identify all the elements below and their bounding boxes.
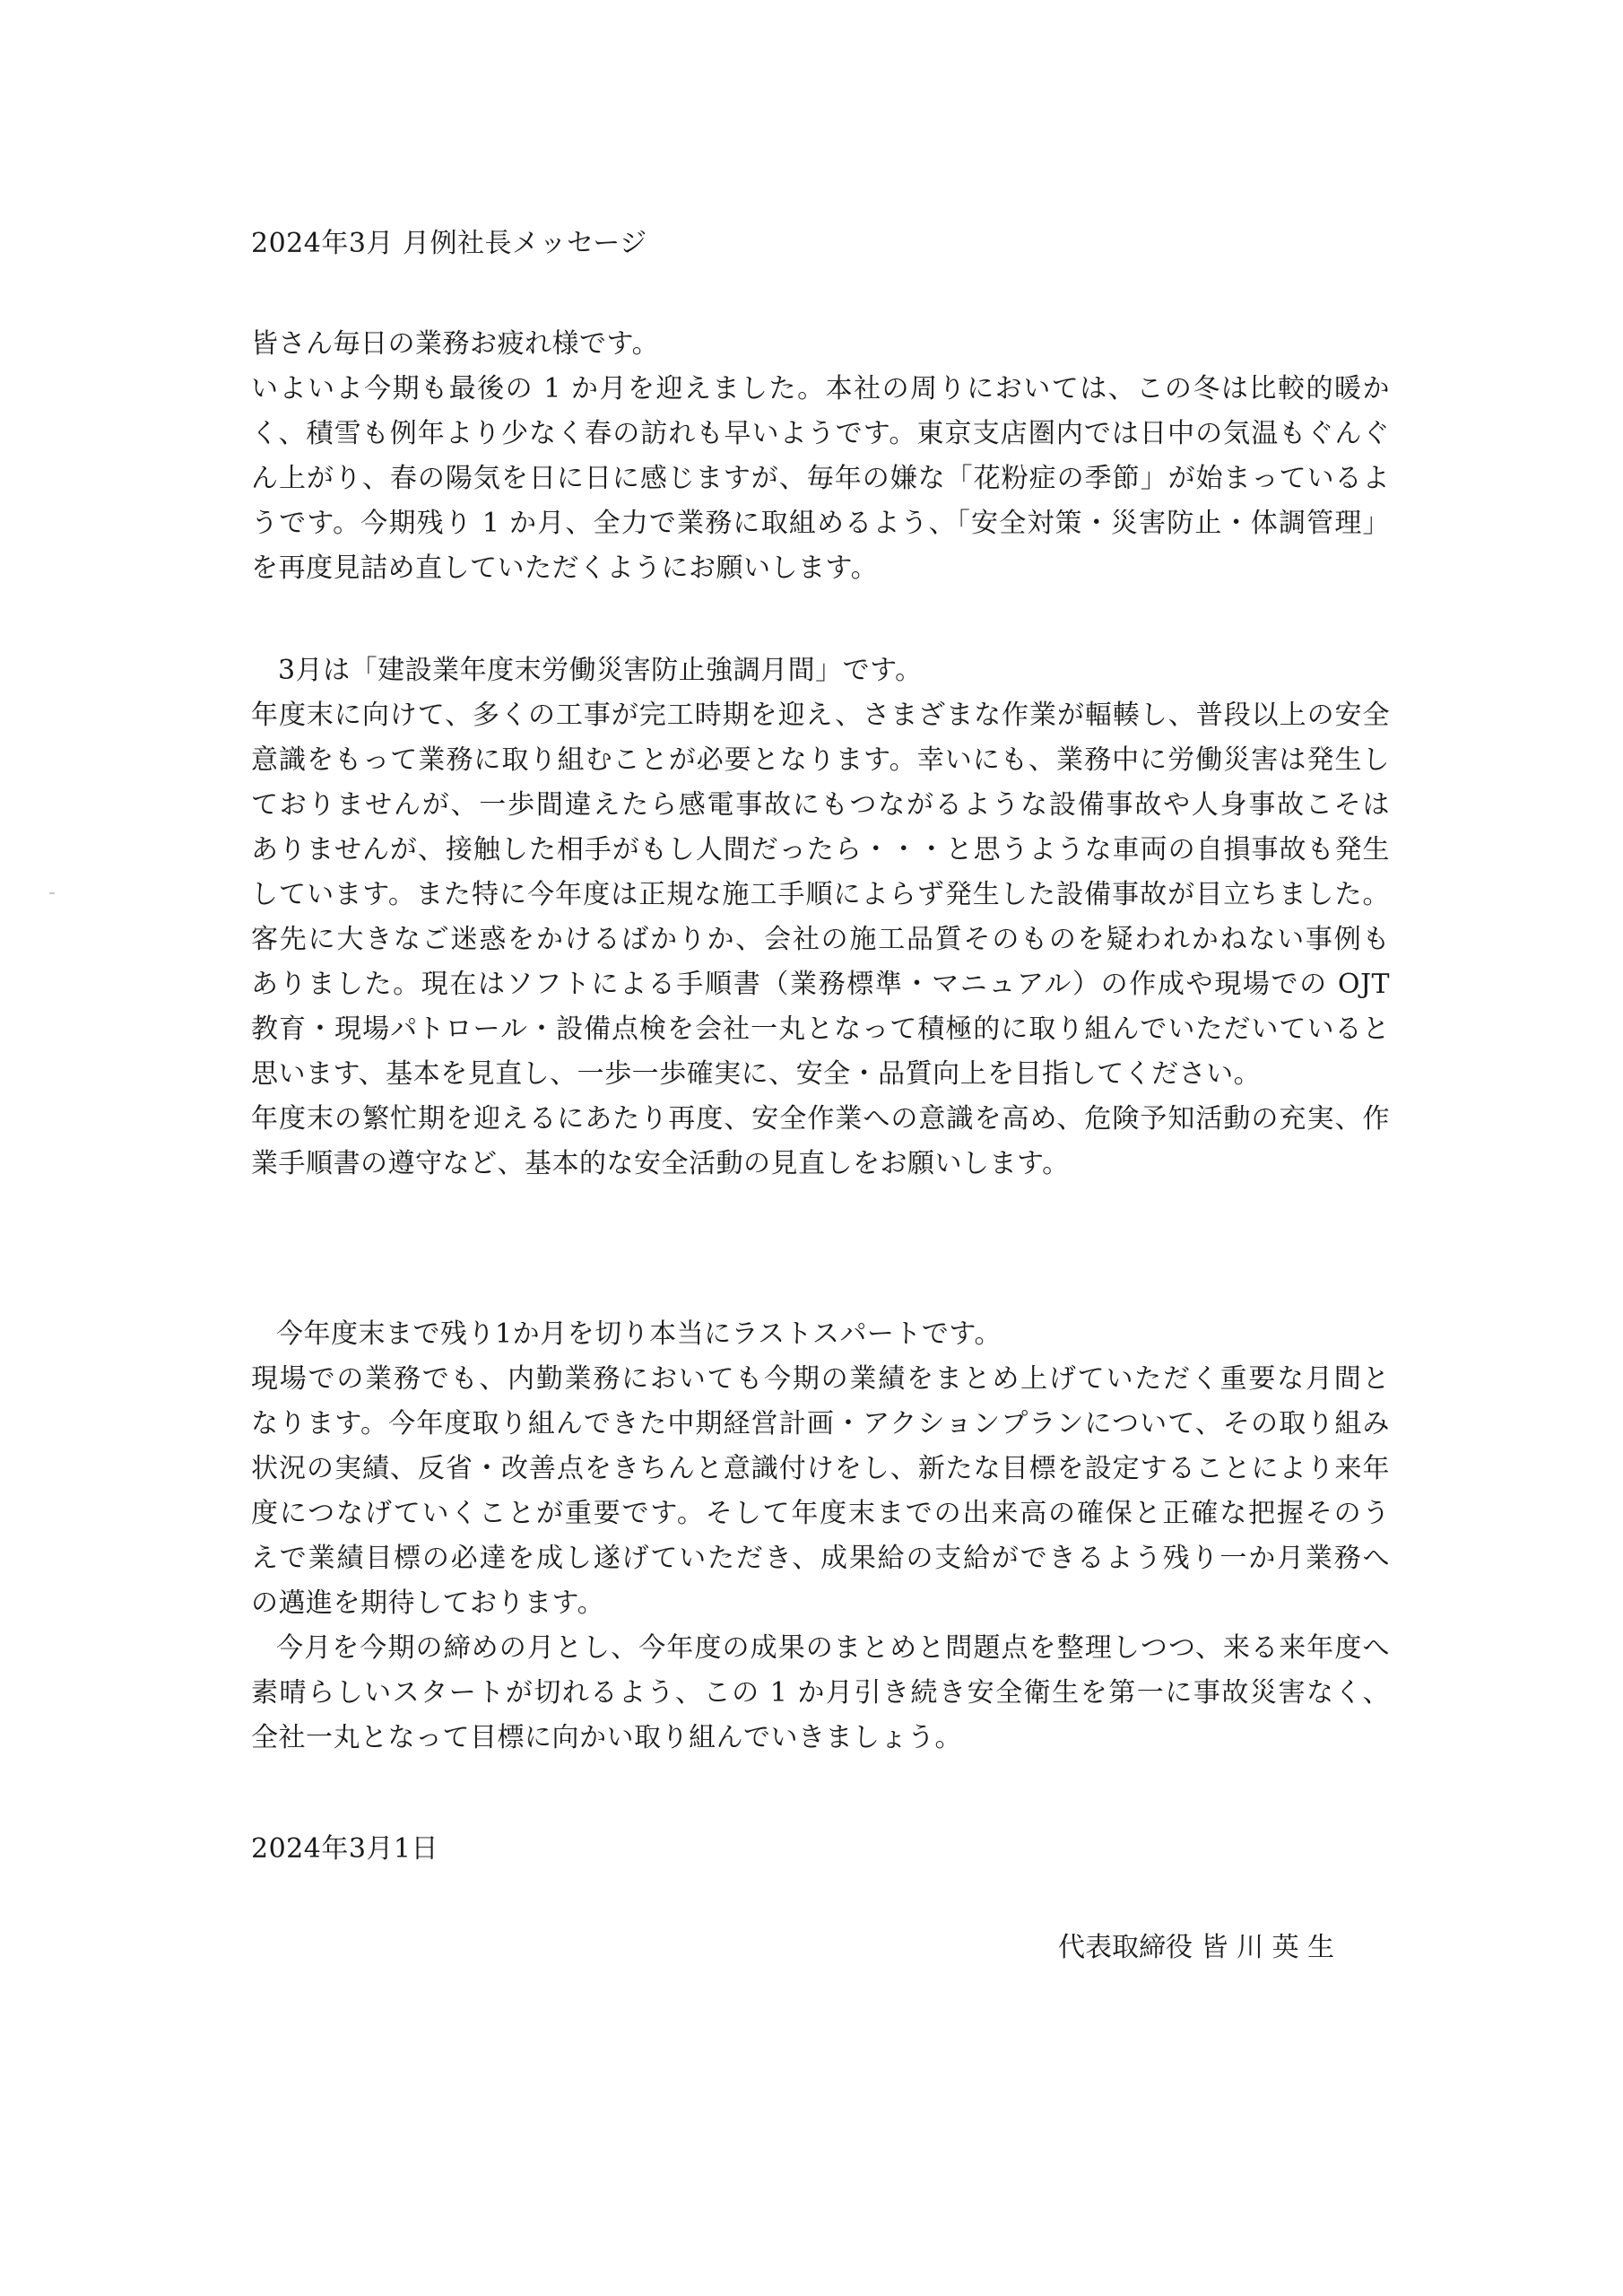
paragraph3-line: えで業績目標の必達を成し遂げていただき、成果給の支給ができるよう残り一か月業務へ bbox=[251, 1543, 1390, 1574]
paragraph2-heading: 3月は「建設業年度末労働災害防止強調月間」です。 bbox=[278, 655, 923, 686]
paragraph2-line: ておりませんが、一歩間違えたら感電事故にもつながるような設備事故や人身事故こそは bbox=[251, 789, 1390, 821]
paragraph3-line: 状況の実績、反省・改善点をきちんと意識付けをし、新たな目標を設定することにより来年 bbox=[251, 1453, 1390, 1484]
paragraph3-line: 全社一丸となって目標に向かい取り組んでいきましょう。 bbox=[251, 1722, 962, 1753]
paragraph3-line: 度につなげていくことが重要です。そして年度末までの出来高の確保と正確な把握そのう bbox=[251, 1498, 1390, 1529]
paragraph2-line: 業手順書の遵守など、基本的な安全活動の見直しをお願いします。 bbox=[251, 1148, 1070, 1179]
paragraph2-line: ありました。現在はソフトによる手順書（業務標準・マニュアル）の作成や現場での OJT bbox=[251, 969, 1390, 1000]
paragraph1-line: 皆さん毎日の業務お疲れ様です。 bbox=[251, 328, 660, 360]
paragraph2-line: ありませんが、接触した相手がもし人間だったら・・・と思うような車両の自損事故も発生 bbox=[251, 834, 1390, 865]
paragraph1-line: く、積雪も例年より少なく春の訪れも早いようです。東京支店圏内では日中の気温もぐんぐ bbox=[251, 418, 1390, 449]
paragraph2-line: 客先に大きなご迷惑をかけるばかりか、会社の施工品質そのものを疑われかねない事例も bbox=[251, 924, 1390, 955]
paragraph1-line: うです。今期残り 1 か月、全力で業務に取組めるよう、「安全対策・災害防止・体調管理」 bbox=[251, 508, 1390, 539]
paragraph2-line: 教育・現場パトロール・設備点検を会社一丸となって積極的に取り組んでいただいていると bbox=[251, 1013, 1390, 1045]
paragraph1-line: ん上がり、春の陽気を日に日に感じますが、毎年の嫌な「花粉症の季節」が始まっているよ bbox=[251, 463, 1390, 494]
paragraph3-line: 今月を今期の締めの月とし、今年度の成果のまとめと問題点を整理しつつ、来る来年度へ bbox=[276, 1632, 1390, 1664]
paragraph3-heading: 今年度末まで残り1か月を切り本当にラストスパートです。 bbox=[276, 1318, 1002, 1350]
paragraph3-line: 素晴らしいスタートが切れるよう、この 1 か月引き続き安全衛生を第一に事故災害なく、 bbox=[251, 1677, 1390, 1709]
paragraph1-line: を再度見詰め直していただくようにお願いします。 bbox=[251, 552, 879, 584]
paragraph2-line: 年度末に向けて、多くの工事が完工時期を迎え、さまざまな作業が輻輳し、普段以上の安全 bbox=[251, 700, 1390, 731]
paragraph3-line: なります。今年度取り組んできた中期経営計画・アクションプランについて、その取り組み bbox=[251, 1408, 1390, 1439]
paragraph2-line: 年度末の繁忙期を迎えるにあたり再度、安全作業への意識を高め、危険予知活動の充実、作 bbox=[251, 1103, 1390, 1135]
scan-mark bbox=[49, 892, 55, 894]
paragraph1-line: いよいよ今期も最後の 1 か月を迎えました。本社の周りにおいては、この冬は比較的暖か bbox=[251, 373, 1390, 404]
paragraph3-line: の邁進を期待しております。 bbox=[251, 1587, 605, 1619]
letter-date: 2024年3月1日 bbox=[251, 1833, 439, 1865]
signature-line: 代表取締役 皆 川 英 生 bbox=[1058, 1932, 1335, 1963]
paragraph3-line: 現場での業務でも、内勤業務においても今期の業績をまとめ上げていただく重要な月間と bbox=[251, 1363, 1390, 1395]
paragraph2-line: 意識をもって業務に取り組むことが必要となります。幸いにも、業務中に労働災害は発生し bbox=[251, 744, 1390, 776]
paragraph2-line: しています。また特に今年度は正規な施工手順によらず発生した設備事故が目立ちました。 bbox=[251, 879, 1390, 910]
paragraph2-line: 思います、基本を見直し、一歩一歩確実に、安全・品質向上を目指してください。 bbox=[251, 1058, 1262, 1090]
document-title: 2024年3月 月例社長メッセージ bbox=[251, 228, 647, 259]
